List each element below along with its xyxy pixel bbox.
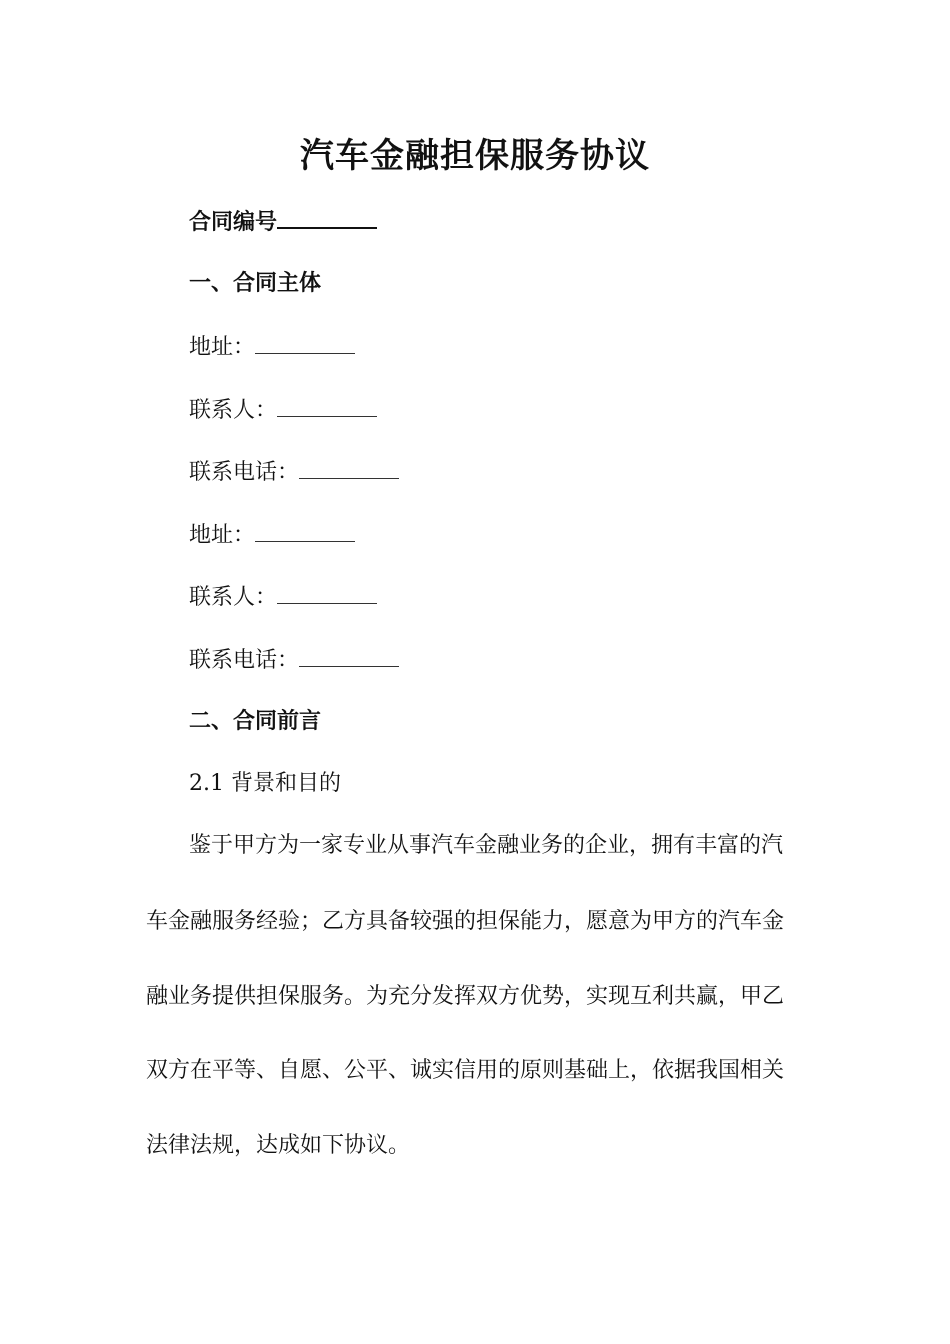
party-a-address-line xyxy=(189,333,355,362)
party-a-phone-blank[interactable] xyxy=(299,458,399,479)
party-a-contact-blank[interactable] xyxy=(277,396,377,417)
party-b-contact-line xyxy=(189,583,377,612)
party-b-phone-label: 联系电话： xyxy=(189,648,300,673)
party-b-address-label: 地址： xyxy=(189,523,256,548)
preamble-line: 融业务提供担保服务。为充分发挥双方优势，实现互利共赢，甲乙 xyxy=(146,984,785,1009)
party-a-address-blank[interactable] xyxy=(255,333,355,354)
party-b-phone-blank[interactable] xyxy=(299,646,399,667)
contract-number-line xyxy=(189,207,377,237)
party-a-phone-line xyxy=(189,458,399,487)
section2-heading: 二、合同前言 xyxy=(189,709,322,734)
subsection-2-1-heading: 2.1 背景和目的 xyxy=(189,771,341,796)
party-a-phone-label: 联系电话： xyxy=(189,460,300,485)
party-b-address-blank[interactable] xyxy=(255,521,355,542)
preamble-line: 车金融服务经验；乙方具备较强的担保能力，愿意为甲方的汽车金 xyxy=(146,909,785,934)
contract-number-blank[interactable] xyxy=(277,207,377,229)
document-title: 汽车金融担保服务协议 xyxy=(300,136,650,176)
party-b-contact-label: 联系人： xyxy=(189,585,278,610)
contract-number-label: 合同编号 xyxy=(189,210,278,235)
preamble-line: 双方在平等、自愿、公平、诚实信用的原则基础上，依据我国相关 xyxy=(146,1058,785,1083)
party-b-phone-line xyxy=(189,646,399,675)
party-b-contact-blank[interactable] xyxy=(277,583,377,604)
party-a-address-label: 地址： xyxy=(189,335,256,360)
preamble-line: 鉴于甲方为一家专业从事汽车金融业务的企业，拥有丰富的汽 xyxy=(189,833,784,858)
party-a-contact-label: 联系人： xyxy=(189,398,278,423)
party-a-contact-line xyxy=(189,396,377,425)
party-b-address-line xyxy=(189,521,355,550)
preamble-line: 法律法规，达成如下协议。 xyxy=(146,1133,411,1158)
section1-heading: 一、合同主体 xyxy=(189,271,322,296)
